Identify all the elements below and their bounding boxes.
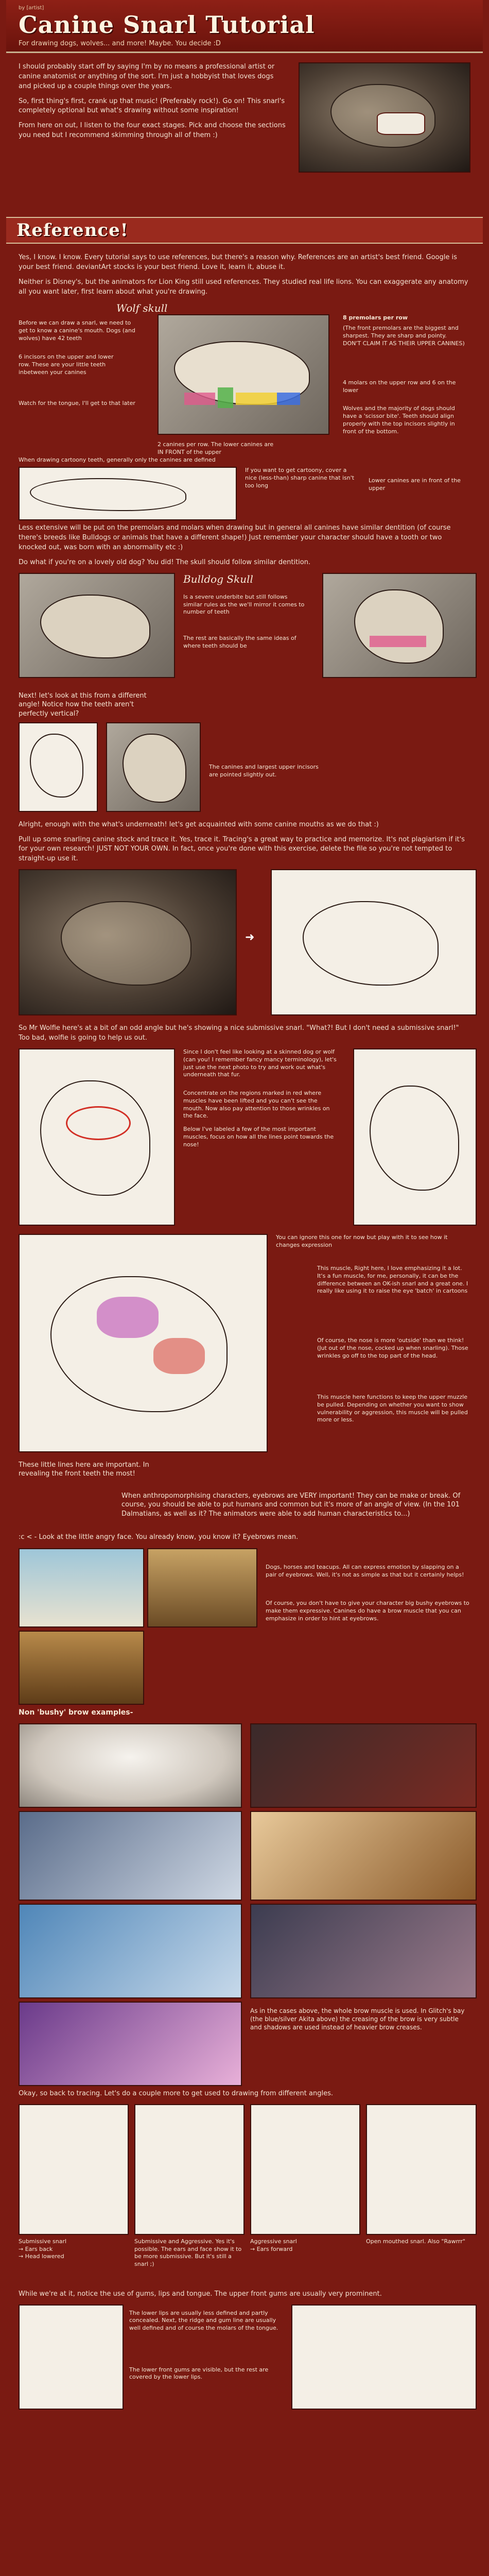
brow-example-4 (250, 1811, 477, 1901)
eyebrow-paragraph: :c < - Look at the little angry face. You already know, you know it? Eyebrows mean. (19, 1533, 299, 1541)
non-bushy-brow-block (19, 1708, 470, 2089)
gum-note: The lower front gums are visible, but the rest are covered by the lower lips. (129, 2366, 269, 2381)
skull-note: 4 molars on the upper row and 6 on the lower (343, 379, 456, 394)
section-header-reference: Reference! (6, 217, 483, 244)
gums-sketch-2 (291, 2304, 477, 2410)
bulldog-skull-label: Bulldog Skull (183, 572, 253, 585)
wolf-skull-photo (158, 314, 329, 435)
intro-wolf-photo (299, 62, 470, 173)
muscle-note: Of course, the nose is more 'outside' than we think! (Jut out of the nose, cocked up when snarling). Those wrinkles go off to the top part of the head. (317, 1336, 468, 1359)
eyebrow-paragraph: When anthropomorphising characters, eyebrows are VERY important! They can be make or break. Of course, you should be able to put humans and common but it's more of an angle of view. (In the 101 Dalmatians, as well as it? The animators were able to add human characteristics to...) (121, 1492, 461, 1518)
molar-highlight (277, 393, 300, 405)
reference-paragraph: Okay, so back to tracing. Let's do a couple more to get used to drawing from different angles. (19, 2089, 333, 2097)
skull-front-shape (123, 734, 186, 803)
brow-example-5 (19, 1904, 242, 1998)
skull-note: Watch for the tongue, I'll get to that later (19, 400, 135, 407)
skull-note: 8 premolars per row (343, 314, 408, 321)
reference-paragraph: Yes, I know. I know. Every tutorial says to use references, but there's a reason why. References are an artist's best friend. Google is your best friend. deviantArt stocks is your best friend. Love it, learn it, abuse it. (19, 253, 457, 271)
intro-paragraph: From here on out, I listen to the four exact stages. Pick and choose the sections you need but I recommend skimming through all of them :) (19, 122, 286, 140)
incisor-highlight (184, 393, 215, 405)
skull-note: Wolves and the majority of dogs should have a 'scissor bite'. Teeth should align properly with the top incisors slightly in front of the bottom. (343, 405, 455, 435)
angle-note: The canines and largest upper incisors are pointed slightly out. (209, 763, 319, 778)
gums-block (19, 2304, 470, 2423)
bulldog-skull-block (19, 573, 470, 691)
gums-sketch-1 (19, 2304, 124, 2410)
angle-skull-photo (106, 722, 201, 812)
small-lines-note: These little lines here are important. In revealing the front teeth the most! (19, 1461, 149, 1478)
small-lines-block (19, 1461, 470, 1492)
cartoon-note: If you want to get cartoony, cover a nice (less-than) sharp canine that isn't too long (245, 467, 355, 489)
brow-note: As in the cases above, the whole brow muscle is used. In Glitch's bay (the blue/silver Akita above) the creasing of the brow is very subtle and shadows are used instead of heavier brow creases. (250, 2007, 465, 2031)
skull-note: 6 incisors on the upper and lower row. These are your little teeth inbetween your canines (19, 353, 114, 376)
premolar-highlight (236, 393, 277, 405)
reference-paragraph: Pull up some snarling canine stock and trace it. Yes, trace it. Tracing's a great way to practice and memorize. It's not plagiarism if it's for your own research! JUST NOT YOUR OWN. In fact, once you're done with this exercise, delete the file so you're not tempted to straight-up use it. (19, 835, 465, 863)
brow-example-6 (250, 1904, 477, 1998)
canine-highlight (218, 387, 233, 408)
muscle-highlight-red (153, 1338, 205, 1374)
trace-wolf-block (19, 869, 470, 1024)
bulldog-note: Is a severe underbite but still follows similar rules as the we'll mirror it comes to number of teeth (183, 593, 305, 616)
dogs-note: Of course, you don't have to give your character big bushy eyebrows to make them expressive. Canines do have a brow muscle that you can emphasize in order to hint at eyebrows. (266, 1599, 469, 1622)
intro-paragraph: So, first thing's first, crank up that music! (Preferably rock!). Go on! This snarl's completely optional but what's drawing without some inspiration! (19, 97, 285, 115)
angle-paragraph: Next! let's look at this from a different angle! Notice how the teeth aren't perfectly vertical? (19, 691, 147, 718)
cartoon-mouth-shape (30, 478, 186, 511)
brow-example-7 (19, 2002, 242, 2086)
muscle-region-highlight (66, 1106, 131, 1140)
angle-teeth-sketch (19, 722, 98, 812)
reference-paragraph: Alright, enough with the what's underneath! let's get acquainted with some canine mouths as we do that :) (19, 820, 379, 828)
skull-note: Before we can draw a snarl, we need to get to know a canine's mouth. Dogs (and wolves) have 42 teeth (19, 319, 135, 342)
trace-note: Concentrate on the regions marked in red where muscles have been lifted and you can't see the mouth. Now also pay attention to those wrinkles on the face. (183, 1089, 330, 1120)
muscle-note: This muscle here functions to keep the upper muzzle be pulled. Depending on whether you want to show vulnerability or aggression, this muscle will be pulled more or less. (317, 1393, 468, 1423)
snarl-type-label: Open mouthed snarl. Also "Rawrrr" (366, 2238, 465, 2245)
arrow-icon: ➜ (245, 931, 255, 944)
intro-section (6, 53, 483, 211)
wolf-face-shape (61, 901, 191, 986)
header-credit: by [artist] (19, 5, 44, 11)
non-bushy-heading: Non 'bushy' brow examples- (19, 1708, 133, 1717)
snarling-wolf-photo (19, 869, 237, 1015)
reference-section (6, 244, 483, 2576)
angle-sketch-3 (250, 2104, 360, 2235)
angle-sketch-2 (134, 2104, 244, 2235)
brow-example-1 (19, 1723, 242, 1808)
trace-note: Below I've labeled a few of the most important muscles, focus on how all the lines point towards the nose! (183, 1125, 334, 1148)
page-subtitle: For drawing dogs, wolves... and more! Maybe. You decide :D (19, 40, 221, 47)
muscle-block (19, 1048, 470, 1234)
reference-paragraph: While we're at it, notice the use of gums, lips and tongue. The upper front gums are usually very prominent. (19, 2290, 382, 2298)
traced-wolf-sketch (271, 869, 477, 1015)
bulldog-teeth-highlight (370, 636, 426, 647)
reference-paragraph: So Mr Wolfie here's at a bit of an odd angle but he's showing a nice submissive snarl. "What?! But I don't need a submissive snarl!" Too bad, wolfie is going to help us out. (19, 1024, 459, 1042)
traced-face-shape (303, 901, 439, 986)
dogs-note: Dogs, horses and teacups. All can express emotion by slapping on a pair of eyebrows. Well, it's not as simple as that but it certainly helps! (266, 1563, 464, 1578)
dalmatian-still (19, 1548, 144, 1628)
tongue-note: The lower lips are usually less defined and partly concealed. Next, the ridge and gum line are usually well defined and of course the molars of the tongue. (129, 2309, 278, 2332)
bulldog-note: The rest are basically the same ideas of where teeth should be (183, 634, 296, 649)
page-title: Canine Snarl Tutorial (19, 11, 315, 39)
snarl-type-label: Submissive snarl → Ears back → Head lowered (19, 2238, 67, 2260)
muscle-note: You can ignore this one for now but play with it to see how it changes expression (276, 1233, 448, 1248)
reference-paragraph: Neither is Disney's, but the animators for Lion King still used references. They studied real life lions. You can exaggerate any anatomy all you want later, first learn about what you're drawing. (19, 278, 468, 296)
muscle-detail-sketch (353, 1048, 477, 1226)
labeled-muscle-sketch (19, 1234, 268, 1452)
snarl-type-label: Aggressive snarl → Ears forward (250, 2238, 297, 2252)
skull-note: 2 canines per row. The lower canines are IN FRONT of the upper (158, 441, 274, 456)
muscle-detail-shape (370, 1086, 459, 1191)
trace-note: Since I don't feel like looking at a skinned dog or wolf (can you! I remember fancy mancy terminology), let's just use the next photo to try and work out what's underneath that fur. (183, 1048, 337, 1078)
bulldog-skull-shape (354, 589, 444, 664)
labeled-muscle-block (19, 1234, 470, 1461)
wolf-skull-block (19, 302, 470, 523)
muscle-wolf-sketch (19, 1048, 175, 1226)
bulldog-skull-photo-left (19, 573, 175, 678)
brow-example-3 (19, 1811, 242, 1901)
bulldog-skull-shape (40, 595, 150, 658)
intro-paragraph: I should probably start off by saying I'm by no means a professional artist or canine anatomist or anything of the sort. I'm just a hobbyist that loves dogs and picked up a couple things over the years. (19, 63, 275, 90)
muscle-highlight-purple (97, 1297, 159, 1338)
reference-paragraph: Less extensive will be put on the premolars and molars when drawing but in general all canines have similar dentition (of course there's breeds like Bulldogs or animals that have a different shape!) Just remember your character should have a tooth or two knocked out, was born with an abnormality etc :) (19, 524, 451, 552)
cartoon-note: Lower canines are in front of the upper (369, 477, 461, 492)
reference-paragraph: Do what if you're on a lovely old dog? You did! The skull should follow similar dentition. (19, 558, 311, 566)
snarl-type-label: Submissive and Aggressive. Yes it's possible. The ears and face show it to be more submissive. But it's still a snarl ;) (134, 2238, 242, 2268)
teacup-still (19, 1631, 144, 1705)
angle-sketch-1 (19, 2104, 129, 2235)
eyebrow-block (19, 1492, 470, 1708)
brow-example-2 (250, 1723, 477, 1808)
cartoon-caption: When drawing cartoony teeth, generally only the canines are defined (19, 456, 216, 464)
header-banner (6, 0, 483, 53)
skull-note: (The front premolars are the biggest and sharpest. They are sharp and pointy. DON'T CLAIM IT AS THEIR UPPER CANINES) (343, 325, 465, 347)
cartoon-teeth-sketch (19, 467, 237, 520)
bulldog-skull-photo-right (322, 573, 477, 678)
wolf-skull-label: Wolf skull (116, 302, 168, 315)
teeth-front-shape (30, 734, 83, 798)
horse-still (147, 1548, 257, 1628)
muscle-note: This muscle, Right here, I love emphasizing it a lot. It's a fun muscle, for me, personally, it can be the difference between an OK-ish snarl and a great one. I really like using it to raise the eye 'batch' in cartoons (317, 1264, 468, 1295)
wolf-teeth-shape (377, 112, 425, 135)
angle-sketch-4 (366, 2104, 477, 2235)
angle-view-block (19, 691, 470, 820)
tracing-angles-block (19, 2104, 470, 2290)
